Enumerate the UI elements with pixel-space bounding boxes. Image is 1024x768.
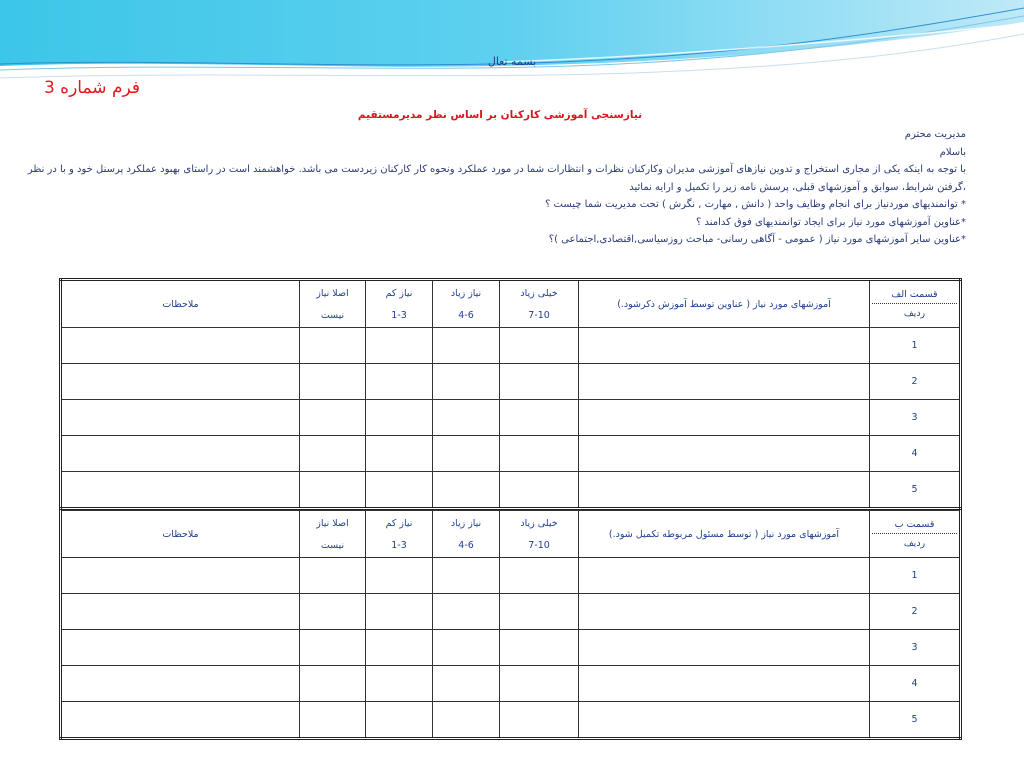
very-high-need-header xyxy=(500,280,579,328)
topic-cell[interactable] xyxy=(579,364,870,400)
no-need-cell[interactable] xyxy=(300,364,366,400)
intro-line-1: با توجه به اینکه یکی از مجاری استخراج و تدوین نیازهای آموزشی مدیران وکارکنان نظرات و انتظارات شما در مورد عملکرد ونحوه کار کارکنان زیردست می باشد. خواهشمند است در راستای بهبود عملکرد پرسنل خود و با در نظر xyxy=(27,164,966,175)
table-section-b xyxy=(59,510,962,740)
very-high-cell[interactable] xyxy=(500,400,579,436)
table-row xyxy=(61,472,961,509)
topic-cell[interactable] xyxy=(579,630,870,666)
high-cell[interactable] xyxy=(433,594,500,630)
question-1: * توانمندیهای موردنیاز برای انجام وظایف واحد ( دانش , مهارت , نگرش ) تحت مدیریت شما چیست ؟ xyxy=(545,199,966,210)
very-high-cell[interactable] xyxy=(500,702,579,739)
high-need-header xyxy=(433,511,500,558)
very-high-cell[interactable] xyxy=(500,364,579,400)
row-number: 3 xyxy=(870,400,961,436)
low-cell[interactable] xyxy=(366,400,433,436)
notes-cell[interactable] xyxy=(61,594,300,630)
no-need-cell[interactable] xyxy=(300,594,366,630)
no-need-label-1: اصلا نیاز xyxy=(316,287,349,299)
high-label: نیاز زیاد xyxy=(450,287,482,299)
survey-tables xyxy=(62,278,962,740)
row-number: 5 xyxy=(870,702,961,739)
high-label: نیاز زیاد xyxy=(450,517,482,529)
low-cell[interactable] xyxy=(366,666,433,702)
very-high-cell[interactable] xyxy=(500,666,579,702)
notes-cell[interactable] xyxy=(61,666,300,702)
row-number-label: ردیف xyxy=(903,538,926,549)
table-row xyxy=(61,400,961,436)
question-3: *عناوین سایر آموزشهای مورد نیاز ( عمومی - آگاهی رسانی- مباحث روزسیاسی,اقتصادی,اجتماعی )؟ xyxy=(548,234,966,245)
high-range: 4-6 xyxy=(458,539,474,551)
low-label: نیاز کم xyxy=(385,287,413,299)
topic-cell[interactable] xyxy=(579,436,870,472)
topic-cell[interactable] xyxy=(579,702,870,739)
notes-cell[interactable] xyxy=(61,328,300,364)
high-cell[interactable] xyxy=(433,630,500,666)
notes-header: ملاحظات xyxy=(61,280,300,328)
low-need-header xyxy=(366,280,433,328)
high-cell[interactable] xyxy=(433,472,500,509)
no-need-cell[interactable] xyxy=(300,630,366,666)
high-cell[interactable] xyxy=(433,702,500,739)
very-high-range: 7-10 xyxy=(528,539,550,551)
question-2: *عناوین آموزشهای مورد نیاز برای ایجاد توانمندیهای فوق کدامند ؟ xyxy=(695,216,966,228)
topic-cell[interactable] xyxy=(579,666,870,702)
low-cell[interactable] xyxy=(366,702,433,739)
topic-cell[interactable] xyxy=(579,594,870,630)
notes-cell[interactable] xyxy=(61,400,300,436)
table-row xyxy=(61,436,961,472)
table-row xyxy=(61,364,961,400)
notes-cell[interactable] xyxy=(61,472,300,509)
topic-cell[interactable] xyxy=(579,558,870,594)
low-label: نیاز کم xyxy=(385,517,413,529)
table-header-row xyxy=(61,511,961,558)
high-cell[interactable] xyxy=(433,558,500,594)
table-row xyxy=(61,328,961,364)
intro-line-2: ،گرفتن شرایط، سوابق و آموزشهای قبلی، پرسش نامه زیر را تکمیل و ارایه نمائید xyxy=(629,181,966,193)
notes-cell[interactable] xyxy=(61,364,300,400)
low-cell[interactable] xyxy=(366,472,433,509)
no-need-cell[interactable] xyxy=(300,436,366,472)
high-cell[interactable] xyxy=(433,400,500,436)
table-section-a xyxy=(59,278,962,510)
low-cell[interactable] xyxy=(366,436,433,472)
low-cell[interactable] xyxy=(366,558,433,594)
no-need-label-2: نیست xyxy=(320,309,345,321)
row-number: 2 xyxy=(870,594,961,630)
topic-cell[interactable] xyxy=(579,472,870,509)
low-cell[interactable] xyxy=(366,594,433,630)
greeting-line: باسلام xyxy=(939,146,966,158)
row-number: 1 xyxy=(870,328,961,364)
very-high-label: خیلی زیاد xyxy=(520,287,558,299)
no-need-cell[interactable] xyxy=(300,558,366,594)
notes-cell[interactable] xyxy=(61,558,300,594)
topic-cell[interactable] xyxy=(579,328,870,364)
very-high-cell[interactable] xyxy=(500,328,579,364)
table-header-row xyxy=(61,280,961,328)
high-cell[interactable] xyxy=(433,328,500,364)
notes-cell[interactable] xyxy=(61,702,300,739)
topic-header: آموزشهای مورد نیاز ( توسط مسئول مربوطه تکمیل شود.) xyxy=(579,511,870,558)
form-title: نیازسنجی آموزشی کارکنان بر اساس نظر مدیرمستقیم xyxy=(357,109,643,121)
section-row-header xyxy=(870,511,961,558)
very-high-cell[interactable] xyxy=(500,472,579,509)
low-cell[interactable] xyxy=(366,328,433,364)
very-high-cell[interactable] xyxy=(500,594,579,630)
section-label: قسمت ب xyxy=(872,519,957,534)
low-range: 1-3 xyxy=(391,539,407,551)
no-need-cell[interactable] xyxy=(300,702,366,739)
no-need-header xyxy=(300,280,366,328)
no-need-header xyxy=(300,511,366,558)
very-high-cell[interactable] xyxy=(500,436,579,472)
no-need-cell[interactable] xyxy=(300,400,366,436)
topic-cell[interactable] xyxy=(579,400,870,436)
low-range: 1-3 xyxy=(391,309,407,321)
table-row xyxy=(61,630,961,666)
low-cell[interactable] xyxy=(366,364,433,400)
form-number-label: فرم شماره 3 xyxy=(43,78,140,98)
section-row-header xyxy=(870,280,961,328)
row-number-label: ردیف xyxy=(903,308,926,319)
row-number: 2 xyxy=(870,364,961,400)
no-need-cell[interactable] xyxy=(300,666,366,702)
low-cell[interactable] xyxy=(366,630,433,666)
high-cell[interactable] xyxy=(433,436,500,472)
high-need-header xyxy=(433,280,500,328)
table-row xyxy=(61,558,961,594)
table-row xyxy=(61,594,961,630)
table-row xyxy=(61,666,961,702)
table-row xyxy=(61,702,961,739)
row-number: 4 xyxy=(870,436,961,472)
notes-cell[interactable] xyxy=(61,436,300,472)
section-label: قسمت الف xyxy=(872,289,957,304)
bismillah-header: بسمه تعال xyxy=(487,55,537,68)
notes-cell[interactable] xyxy=(61,630,300,666)
instruction-text xyxy=(26,126,966,249)
high-cell[interactable] xyxy=(433,364,500,400)
salutation-line: مدیریت محترم xyxy=(904,129,966,140)
notes-header: ملاحظات xyxy=(61,511,300,558)
row-number: 3 xyxy=(870,630,961,666)
high-range: 4-6 xyxy=(458,309,474,321)
very-high-cell[interactable] xyxy=(500,630,579,666)
very-high-cell[interactable] xyxy=(500,558,579,594)
very-high-label: خیلی زیاد xyxy=(520,517,558,529)
row-number: 4 xyxy=(870,666,961,702)
no-need-label-1: اصلا نیاز xyxy=(316,517,349,529)
no-need-cell[interactable] xyxy=(300,472,366,509)
no-need-label-2: نیست xyxy=(320,539,345,551)
high-cell[interactable] xyxy=(433,666,500,702)
row-number: 5 xyxy=(870,472,961,509)
topic-header: آموزشهای مورد نیاز ( عناوین توسط آموزش ذکرشود.) xyxy=(579,280,870,328)
wave-banner-decoration xyxy=(0,0,1024,90)
very-high-range: 7-10 xyxy=(528,309,550,321)
no-need-cell[interactable] xyxy=(300,328,366,364)
row-number: 1 xyxy=(870,558,961,594)
very-high-need-header xyxy=(500,511,579,558)
low-need-header xyxy=(366,511,433,558)
